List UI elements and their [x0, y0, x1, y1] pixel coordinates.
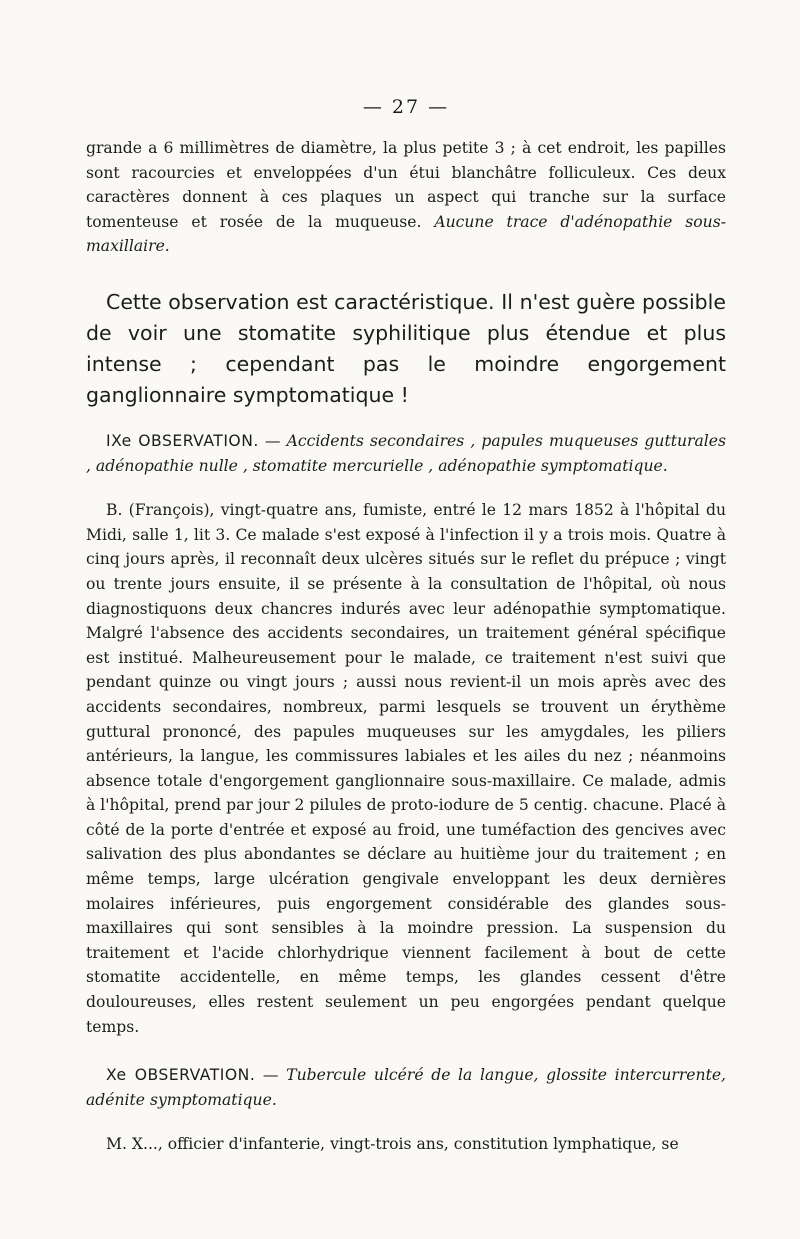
document-page: [86, 96, 726, 1181]
page-number: — 27 —: [362, 96, 450, 118]
observation-10-dash: —: [255, 1066, 287, 1085]
observation-9-body: B. (François), vingt-quatre ans, fumiste, entré le 12 mars 1852 à l'hôpital du Midi, salle 1, lit 3. Ce malade s'est exposé à l'infection il y a trois mois. Quatre à cinq jours après, il reconnaît deux ulcères situés sur le reflet du prépuce ; vingt ou trente jours ensuite, il se présente à la consultation de l'hôpital, où nous diagnostiquons deux chancres indurés avec leur adénopathie symptomatique. Malgré l'absence des accidents secondaires, un traitement général spécifique est institué. Malheureusement pour le malade, ce traitement n'est suivi que pendant quinze ou vingt jours ; aussi nous revient-il un mois après avec des accidents secondaires, nombreux, parmi lesquels se trouvent un érythème guttural prononcé, des papules muqueuses sur les amygdales, les piliers antérieurs, la langue, les commissures labiales et les ailes du nez ; néanmoins absence totale d'engorgement ganglionnaire sous-maxillaire. Ce malade, admis à l'hôpital, prend par jour 2 pilules de proto-iodure de 5 centig. chacune. Placé à côté de la porte d'entrée et exposé au froid, une tuméfaction des gencives avec salivation des plus abondantes se déclare au huitième jour du traitement ; en même temps, large ulcération gengivale enveloppant les deux dernières molaires inférieures, puis engorgement considérable des glandes sous-maxillaires qui sont sensibles à la moindre pression. La suspension du traitement et l'acide chlorhydrique viennent facilement à bout de cette stomatite accidentelle, en même temps, les glandes cessent d'être douloureuses, elles restent seulement un peu engorgées pendant quelque temps.: [86, 501, 726, 1036]
continuation-text: grande a 6 millimètres de diamètre, la plus petite 3 ; à cet endroit, les papilles sont racourcies et enveloppées d'un étui blanchâtre folliculeux. Ces deux caractères donnent à ces plaques un aspect qui tranche sur la surface tomenteuse et rosée de la muqueuse.: [86, 139, 726, 231]
observation-10-subtitle: Tubercule ulcéré de la langue, glossite intercurrente, adénite symptomatique.: [86, 1066, 727, 1109]
observation-10-heading: [86, 1063, 726, 1112]
observation-10-block: [86, 1063, 726, 1157]
observation-9-subtitle: Accidents secondaires , papules muqueuses gutturales , adénopathie nulle , stomatite mercurielle , adénopathie symptomatique.: [86, 431, 727, 475]
observation-9-heading: [86, 429, 726, 478]
observation-9-block: [86, 429, 726, 1039]
commentary-paragraph: Cette observation est caractéristique. Il n'est guère possible de voir une stomatite syphilitique plus étendue et plus intense ; cependant pas le moindre engorgement ganglionnaire symptomatique !: [86, 289, 726, 407]
continuation-paragraph: [86, 136, 726, 259]
continuation-italic-note: Aucune trace d'adénopathie sous-maxillaire.: [86, 212, 726, 256]
observation-9-dash: —: [258, 431, 287, 450]
observation-9-title: IXe OBSERVATION.: [106, 431, 259, 450]
observation-10-body: M. X..., officier d'infanterie, vingt-trois ans, constitution lymphatique, se: [106, 1135, 679, 1154]
observation-10-title: Xe OBSERVATION.: [106, 1066, 256, 1085]
